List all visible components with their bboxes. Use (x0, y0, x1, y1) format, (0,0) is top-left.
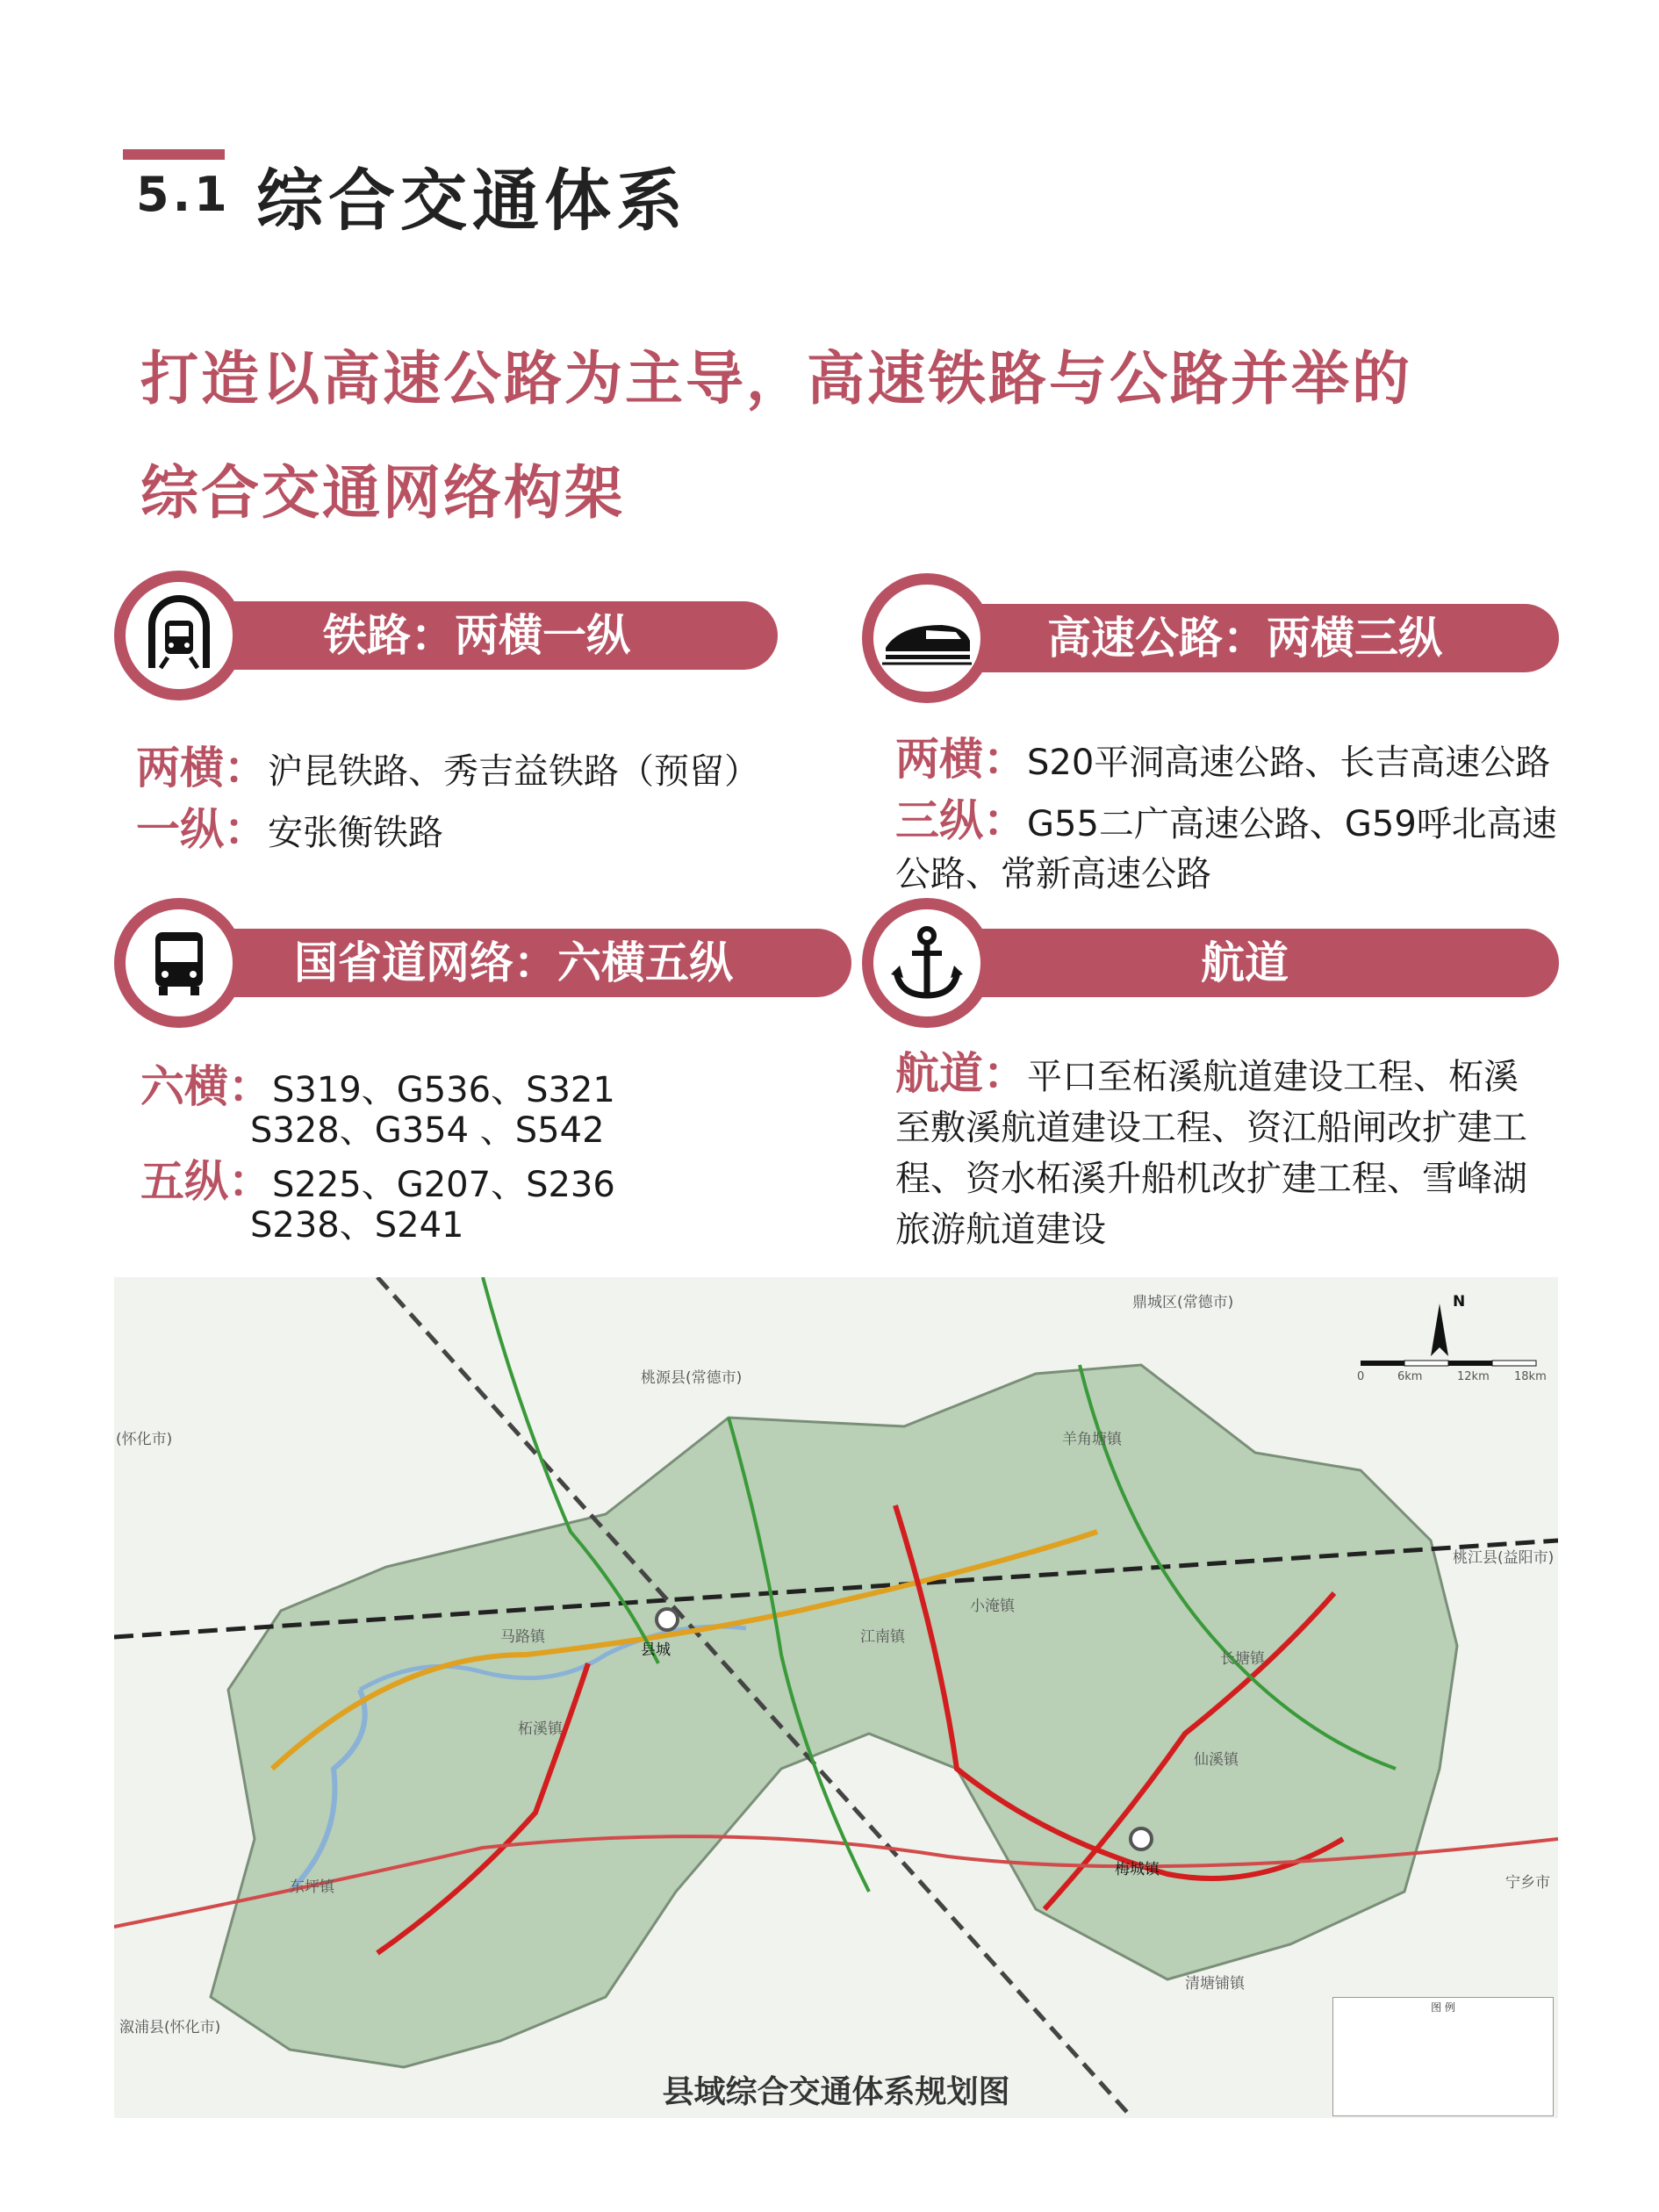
waterway-row-3: 程、资水柘溪升船机改扩建工程、雪峰湖 (895, 1159, 1527, 1199)
headline-line-2: 综合交通网络构架 (140, 459, 625, 527)
train-icon (126, 582, 233, 689)
headline-line-1: 打造以高速公路为主导，高速铁路与公路并举的 (140, 345, 1412, 413)
roads-row-2: 五纵：S225、G207、S236 (140, 1156, 615, 1207)
railway-title: 铁路：两横一纵 (176, 601, 778, 670)
map-label-zhexi: 柘溪镇 (518, 1720, 563, 1738)
map-label-huaihua: (怀化市) (116, 1431, 173, 1448)
section-title: 综合交通体系 (256, 162, 688, 240)
map-label-xiaoyan: 小淹镇 (970, 1598, 1015, 1615)
waterway-title: 航道 (930, 929, 1559, 997)
map-label-ningxiang: 宁乡市 (1505, 1874, 1550, 1892)
expressway-row-1: 两横：S20平洞高速公路、长吉高速公路 (895, 734, 1551, 785)
expressway-row-2-cont: 公路、常新高速公路 (895, 854, 1211, 894)
waterway-row-2: 至敷溪航道建设工程、资江船闸改扩建工 (895, 1108, 1527, 1148)
map-scale-18: 18km (1514, 1370, 1547, 1383)
map-label-county: 县城 (641, 1641, 671, 1659)
bus-icon (126, 909, 233, 1016)
map-label-taoyuan: 桃源县(常德市) (641, 1369, 743, 1387)
expressway-row-2: 三纵：G55二广高速公路、G59呼北高速 (895, 795, 1557, 846)
expressway-badge (862, 573, 992, 703)
map-label-xianxi: 仙溪镇 (1194, 1751, 1239, 1769)
railway-badge (114, 571, 244, 700)
map-label-xupu: 溆浦县(怀化市) (119, 2019, 221, 2036)
railway-row-1: 两横：沪昆铁路、秀吉益铁路（预留） (136, 743, 759, 794)
map-label-meicheng: 梅城镇 (1115, 1861, 1160, 1878)
map-label-maji: 马路镇 (500, 1628, 545, 1646)
expressway-title: 高速公路：两横三纵 (930, 604, 1559, 672)
map-scale-12: 12km (1457, 1370, 1490, 1383)
waterway-row-1: 航道：平口至柘溪航道建设工程、柘溪 (895, 1048, 1519, 1099)
railway-row-2: 一纵：安张衡铁路 (136, 804, 443, 855)
map-label-changtang: 长塘镇 (1220, 1650, 1265, 1668)
map-label-dongping: 东坪镇 (290, 1878, 334, 1896)
map-graphic (114, 1277, 1558, 2118)
map-label-yangjiao: 羊角塘镇 (1062, 1431, 1122, 1448)
map-scale-6: 6km (1397, 1370, 1423, 1383)
roads-row-1-cont: S328、G354 、S542 (250, 1110, 605, 1151)
roads-title: 国省道网络：六横五纵 (176, 929, 851, 997)
roads-row-2-cont: S238、S241 (250, 1205, 464, 1246)
map-label-dingcheng: 鼎城区(常德市) (1132, 1294, 1234, 1311)
map-label-north: N (1453, 1293, 1466, 1311)
roads-row-1: 六横：S319、G536、S321 (140, 1061, 615, 1112)
anchor-icon (873, 909, 980, 1016)
map-title: 县域综合交通体系规划图 (662, 2074, 1010, 2110)
map-scale-0: 0 (1357, 1370, 1365, 1383)
map-label-jiangnan: 江南镇 (860, 1628, 905, 1646)
waterway-row-4: 旅游航道建设 (895, 1210, 1106, 1250)
bullet-train-icon (873, 585, 980, 692)
map-label-qingtang: 清塘铺镇 (1185, 1975, 1245, 1993)
transport-plan-map (114, 1277, 1558, 2118)
section-number: 5.1 (136, 167, 231, 222)
map-label-taojiang: 桃江县(益阳市) (1453, 1549, 1555, 1567)
legend-title: 图 例 (1431, 2001, 1455, 2014)
waterway-badge (862, 898, 992, 1028)
roads-badge (114, 898, 244, 1028)
section-accent-bar (123, 149, 225, 160)
